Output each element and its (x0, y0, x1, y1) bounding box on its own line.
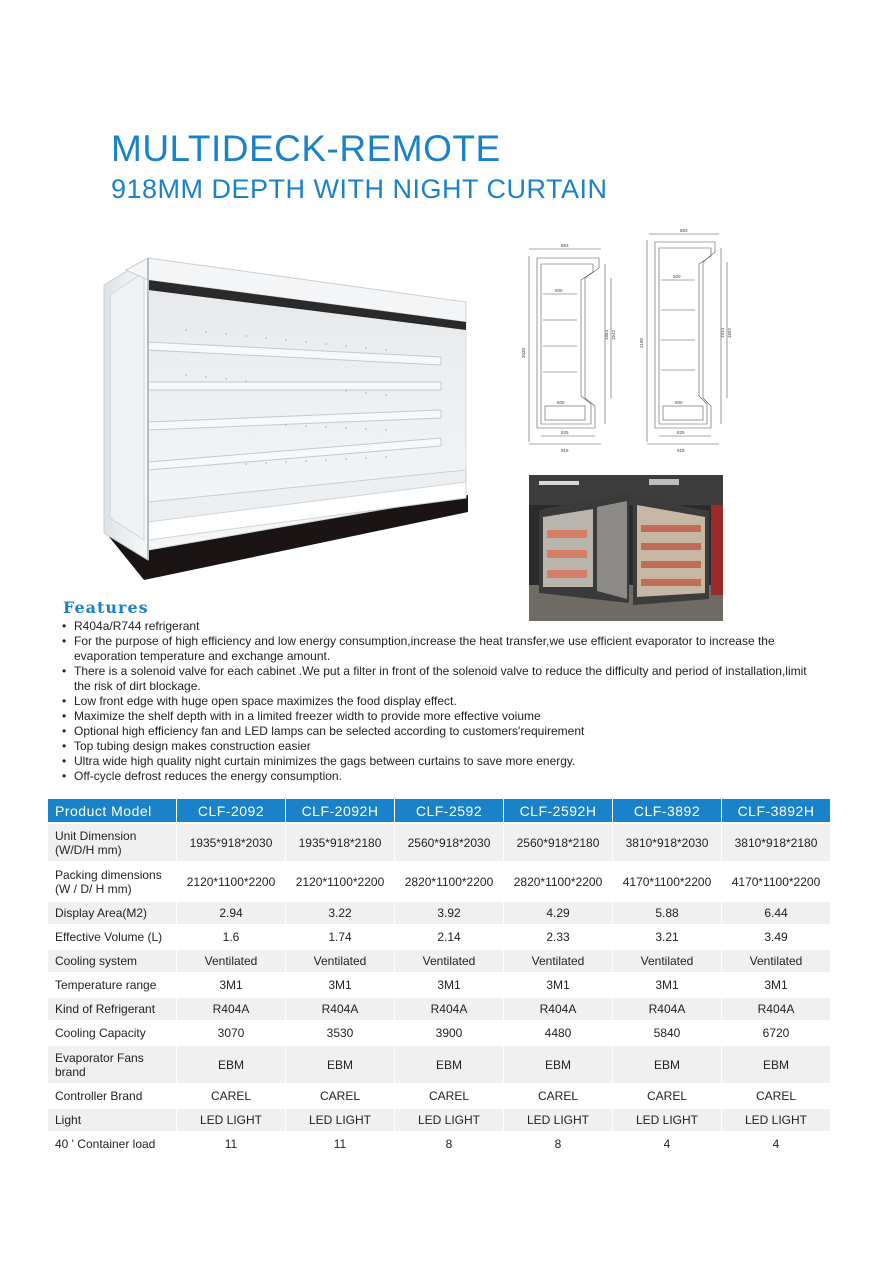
table-row (48, 1046, 830, 1083)
table-cell: EBM (504, 1046, 612, 1083)
table-cell: 3M1 (395, 974, 503, 996)
table-cell: R404A (395, 998, 503, 1020)
table-cell: 2820*1100*2200 (395, 863, 503, 900)
table-row (48, 902, 830, 924)
table-cell: Ventilated (177, 950, 285, 972)
table-cell: 2.33 (504, 926, 612, 948)
dim-bottom-inner-left: 825 (561, 430, 569, 435)
row-label: Effective Volume (L) (48, 926, 176, 948)
table-cell: R404A (722, 998, 830, 1020)
table-row (48, 824, 830, 861)
table-cell: Ventilated (504, 950, 612, 972)
table-cell: 3.22 (286, 902, 394, 924)
dim-height-right: 2180 (639, 337, 644, 348)
table-cell: 5840 (613, 1022, 721, 1044)
table-cell: 4170*1100*2200 (722, 863, 830, 900)
table-cell: LED LIGHT (286, 1109, 394, 1131)
table-cell: 2.94 (177, 902, 285, 924)
table-cell: Ventilated (613, 950, 721, 972)
table-cell: EBM (722, 1046, 830, 1083)
table-cell: 6.44 (722, 902, 830, 924)
table-cell: 2560*918*2180 (504, 824, 612, 861)
row-label: Cooling system (48, 950, 176, 972)
header-model: CLF-2092H (286, 799, 394, 822)
feature-item: • Off-cycle defrost reduces the energy consumption. (62, 769, 822, 784)
table-cell: 6720 (722, 1022, 830, 1044)
header-model: CLF-2592 (395, 799, 503, 822)
table-cell: 3M1 (504, 974, 612, 996)
product-image (96, 250, 476, 595)
table-cell: EBM (395, 1046, 503, 1083)
header-model: CLF-2092 (177, 799, 285, 822)
table-cell: CAREL (177, 1085, 285, 1107)
row-label: Display Area(M2) (48, 902, 176, 924)
table-cell: 8 (504, 1133, 612, 1155)
feature-item: • Maximize the shelf depth with in a limited freezer width to provide more effective voiume (62, 709, 822, 724)
dim-top-right: 883 (680, 228, 688, 233)
table-cell: CAREL (613, 1085, 721, 1107)
feature-item: • Optional high efficiency fan and LED lamps can be selected according to customers'requirement (62, 724, 822, 739)
table-cell: 3.49 (722, 926, 830, 948)
table-cell: 3070 (177, 1022, 285, 1044)
table-cell: CAREL (504, 1085, 612, 1107)
table-cell: 2560*918*2030 (395, 824, 503, 861)
table-cell: 3810*918*2030 (613, 824, 721, 861)
row-label: Light (48, 1109, 176, 1131)
row-label: Temperature range (48, 974, 176, 996)
table-cell: 4480 (504, 1022, 612, 1044)
feature-item: • R404a/R744 refrigerant (62, 619, 822, 634)
table-cell: R404A (177, 998, 285, 1020)
table-row (48, 998, 830, 1020)
features-list (62, 619, 822, 784)
table-cell: CAREL (722, 1085, 830, 1107)
dim-top-left: 883 (561, 243, 569, 248)
table-cell: 1935*918*2180 (286, 824, 394, 861)
table-cell: 2.14 (395, 926, 503, 948)
table-row (48, 1109, 830, 1131)
table-cell: 2120*1100*2200 (177, 863, 285, 900)
table-row (48, 863, 830, 900)
row-label: 40 ' Container load (48, 1133, 176, 1155)
table-cell: 3810*918*2180 (722, 824, 830, 861)
dim-shelf-left: 500 (555, 288, 563, 293)
row-label: Unit Dimension (W/D/H mm) (48, 824, 176, 861)
store-photo (529, 475, 723, 621)
table-row (48, 974, 830, 996)
dim-side-left: 1542 (611, 329, 616, 340)
dim-shelf-right: 500 (673, 274, 681, 279)
table-cell: 3M1 (722, 974, 830, 996)
table-cell: CAREL (395, 1085, 503, 1107)
table-row (48, 926, 830, 948)
dim-bottom-total-right: 918 (677, 448, 685, 453)
row-label: Packing dimensions (W / D/ H mm) (48, 863, 176, 900)
page-title: MULTIDECK-REMOTE (111, 128, 501, 169)
dim-base-right: 600 (675, 400, 683, 405)
table-header-row (48, 799, 830, 822)
dim-base-left: 600 (557, 400, 565, 405)
table-cell: 3530 (286, 1022, 394, 1044)
dim-inner-left: 1864 (604, 329, 609, 340)
table-cell: Ventilated (395, 950, 503, 972)
table-cell: 4170*1100*2200 (613, 863, 721, 900)
table-cell: 5.88 (613, 902, 721, 924)
table-cell: 3900 (395, 1022, 503, 1044)
table-cell: 1.6 (177, 926, 285, 948)
row-label: Kind of Refrigerant (48, 998, 176, 1020)
table-cell: LED LIGHT (722, 1109, 830, 1131)
table-cell: 3.92 (395, 902, 503, 924)
table-row (48, 1022, 830, 1044)
table-cell: LED LIGHT (613, 1109, 721, 1131)
table-row (48, 1085, 830, 1107)
table-cell: 2820*1100*2200 (504, 863, 612, 900)
table-cell: LED LIGHT (177, 1109, 285, 1131)
feature-item: • Low front edge with huge open space maximizes the food display effect. (62, 694, 822, 709)
table-cell: 3M1 (286, 974, 394, 996)
header-model: CLF-2592H (504, 799, 612, 822)
feature-item: • Top tubing design makes construction easier (62, 739, 822, 754)
table-cell: 8 (395, 1133, 503, 1155)
table-row (48, 950, 830, 972)
features-heading: Features (63, 598, 149, 617)
table-cell: 1935*918*2030 (177, 824, 285, 861)
table-cell: R404A (504, 998, 612, 1020)
table-cell: R404A (613, 998, 721, 1020)
dim-bottom-inner-right: 825 (677, 430, 685, 435)
table-cell: Ventilated (286, 950, 394, 972)
table-cell: EBM (177, 1046, 285, 1083)
row-label: Controller Brand (48, 1085, 176, 1107)
technical-drawing (515, 228, 740, 458)
spec-table (47, 797, 831, 1157)
table-cell: Ventilated (722, 950, 830, 972)
table-cell: 3M1 (613, 974, 721, 996)
table-cell: 3M1 (177, 974, 285, 996)
table-cell: 4.29 (504, 902, 612, 924)
table-row (48, 1133, 830, 1155)
dim-side-right: 1692 (727, 327, 732, 338)
table-cell: 4 (613, 1133, 721, 1155)
page-subtitle: 918MM DEPTH WITH NIGHT CURTAIN (111, 174, 608, 204)
table-cell: EBM (613, 1046, 721, 1083)
table-cell: 11 (177, 1133, 285, 1155)
table-cell: 1.74 (286, 926, 394, 948)
table-cell: 3.21 (613, 926, 721, 948)
header-model: CLF-3892H (722, 799, 830, 822)
header-product-model: Product Model (48, 799, 176, 822)
header-model: CLF-3892 (613, 799, 721, 822)
table-cell: 11 (286, 1133, 394, 1155)
table-cell: R404A (286, 998, 394, 1020)
row-label: Cooling Capacity (48, 1022, 176, 1044)
row-label: Evaporator Fans brand (48, 1046, 176, 1083)
feature-item: • For the purpose of high efficiency and low energy consumption,increase the heat transfer,we use efficient evaporator to increase the evaporation temperature and exchange amount. (62, 634, 822, 664)
table-cell: LED LIGHT (504, 1109, 612, 1131)
table-cell: CAREL (286, 1085, 394, 1107)
table-cell: EBM (286, 1046, 394, 1083)
feature-item: • There is a solenoid valve for each cabinet .We put a filter in front of the solenoid valve to reduce the difficulty and period of installation,limit the risk of dirt blockage. (62, 664, 822, 694)
dim-inner-right: 1914 (720, 327, 725, 338)
dim-bottom-total-left: 918 (561, 448, 569, 453)
table-cell: 2120*1100*2200 (286, 863, 394, 900)
table-cell: 4 (722, 1133, 830, 1155)
table-cell: LED LIGHT (395, 1109, 503, 1131)
feature-item: • Ultra wide high quality night curtain minimizes the gags between curtains to save more energy. (62, 754, 822, 769)
dim-height-left: 2030 (521, 347, 526, 358)
